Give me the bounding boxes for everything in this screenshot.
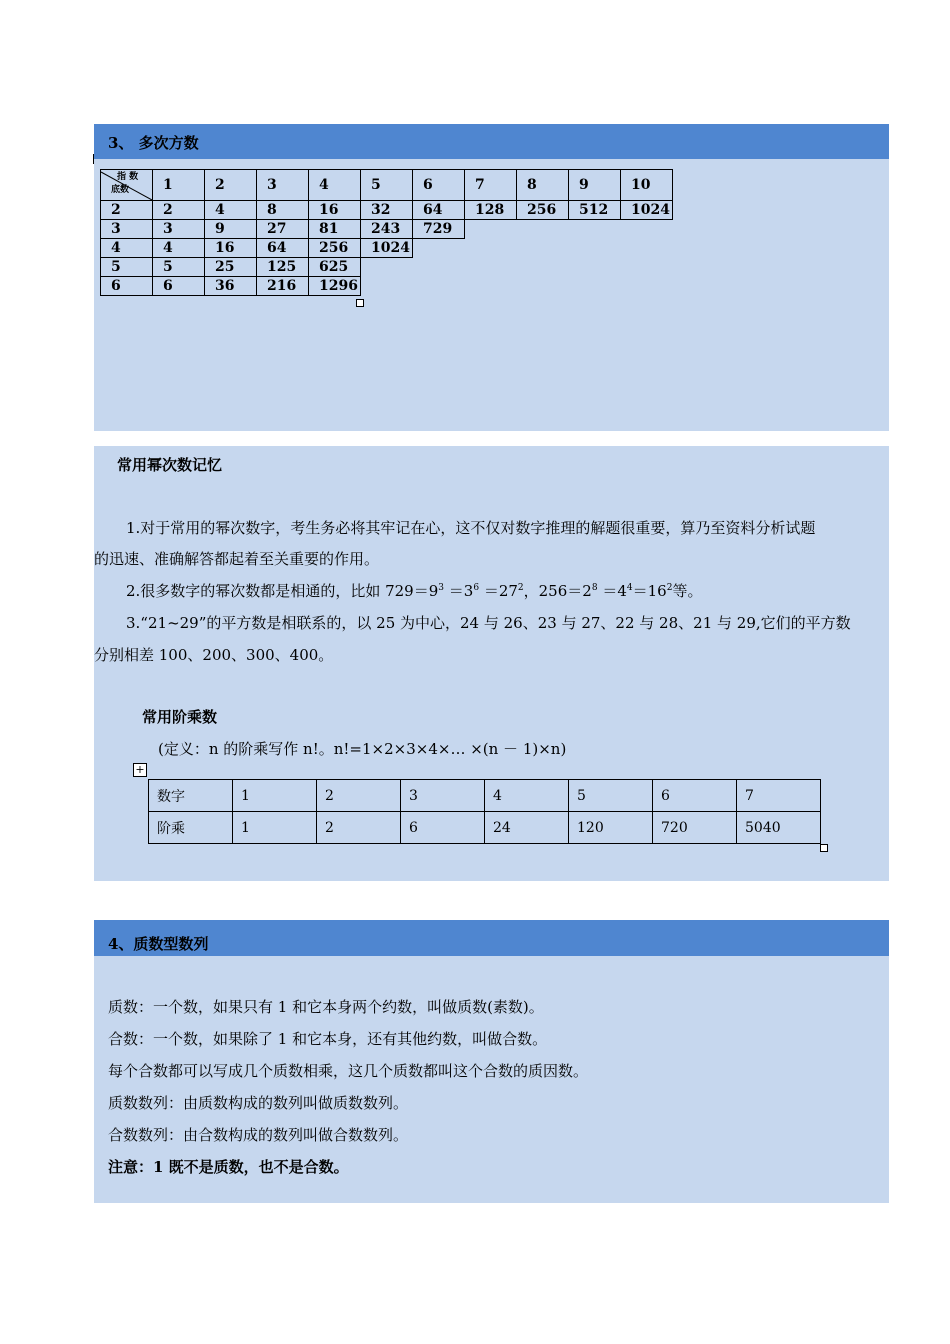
table-move-handle-top[interactable] xyxy=(93,154,98,164)
prime-definition-line: 质数：一个数，如果只有 1 和它本身两个约数，叫做质数(素数)。 xyxy=(108,998,544,1016)
power-cell: 256 xyxy=(309,239,361,258)
number-cell: 4 xyxy=(485,780,569,812)
memory-paragraph-1-line-1: 1.对于常用的幂次数字，考生务必将其牢记在心，这不仅对数字推理的解题很重要，算乃至资料分析试题 xyxy=(126,519,816,537)
memory-paragraph-3-line-1: 3.“21~29”的平方数是相联系的，以 25 为中心，24 与 26、23 与 27、22 与 28、21 与 29,它们的平方数 xyxy=(126,614,851,632)
power-cell: 2 xyxy=(153,201,205,220)
header-corner-exponent: 指 数 xyxy=(117,172,139,182)
factorial-definition: (定义：n 的阶乘写作 n!。n!=1×2×3×4×… ×(n － 1)×n) xyxy=(158,740,567,758)
table-resize-handle[interactable] xyxy=(820,844,828,852)
power-table-header-row xyxy=(101,170,673,201)
power-cell: 32 xyxy=(361,201,413,220)
factorial-cell: 24 xyxy=(485,812,569,844)
memory-paragraph-3-line-2: 分别相差 100、200、300、400。 xyxy=(94,646,334,664)
p2-exp: 3 xyxy=(438,583,444,593)
base-cell: 4 xyxy=(101,239,153,258)
section4-title: 4、质数型数列 xyxy=(108,935,209,953)
power-cell: 64 xyxy=(257,239,309,258)
p2-exp: 4 xyxy=(626,583,633,593)
power-cell: 729 xyxy=(413,220,465,239)
factorial-row-value xyxy=(149,812,821,844)
factorial-cell: 720 xyxy=(653,812,737,844)
section4-header-bar xyxy=(94,920,889,956)
power-cell: 4 xyxy=(205,201,257,220)
base-cell: 3 xyxy=(101,220,153,239)
prime-factor-line: 每个合数都可以写成几个质数相乘，这几个质数都叫这个合数的质因数。 xyxy=(108,1062,589,1080)
p2-text: 2.很多数字的幂次数都是相通的，比如 729＝9 xyxy=(126,582,439,600)
factorial-row-number xyxy=(149,780,821,812)
number-cell: 7 xyxy=(737,780,821,812)
factorial-cell: 1 xyxy=(233,812,317,844)
power-cell: 512 xyxy=(569,201,621,220)
number-cell: 2 xyxy=(317,780,401,812)
p2-exp: 6 xyxy=(473,583,480,593)
power-table-row xyxy=(101,277,673,296)
header-corner-cell xyxy=(101,170,153,201)
exponent-cell: 8 xyxy=(517,170,569,201)
exponent-cell: 6 xyxy=(413,170,465,201)
power-table-row xyxy=(101,258,673,277)
factorial-title: 常用阶乘数 xyxy=(142,708,218,726)
p2-text: 等。 xyxy=(672,582,703,600)
factorial-cell: 2 xyxy=(317,812,401,844)
section3-title: 3、 多次方数 xyxy=(108,134,199,152)
exponent-cell: 5 xyxy=(361,170,413,201)
number-cell: 5 xyxy=(569,780,653,812)
exponent-cell: 9 xyxy=(569,170,621,201)
power-cell: 125 xyxy=(257,258,309,277)
power-cell: 81 xyxy=(309,220,361,239)
table-resize-handle[interactable] xyxy=(356,299,364,307)
composite-sequence-line: 合数数列：由合数构成的数列叫做合数数列。 xyxy=(108,1126,409,1144)
p2-exp: 2 xyxy=(666,583,673,593)
p2-text: ＝27 xyxy=(479,582,518,600)
power-cell: 5 xyxy=(153,258,205,277)
section3-header-bar xyxy=(94,124,889,159)
composite-definition-line: 合数：一个数，如果除了 1 和它本身，还有其他约数，叫做合数。 xyxy=(108,1030,548,1048)
row-label-cell: 阶乘 xyxy=(149,812,233,844)
power-cell: 243 xyxy=(361,220,413,239)
power-cell: 8 xyxy=(257,201,309,220)
prime-sequence-line: 质数数列：由质数构成的数列叫做质数数列。 xyxy=(108,1094,409,1112)
memory-paragraph-2 xyxy=(126,581,702,601)
factorial-table xyxy=(148,779,821,844)
exponent-cell: 1 xyxy=(153,170,205,201)
power-cell: 3 xyxy=(153,220,205,239)
factorial-cell: 120 xyxy=(569,812,653,844)
power-table-row xyxy=(101,220,673,239)
number-cell: 1 xyxy=(233,780,317,812)
power-cell: 27 xyxy=(257,220,309,239)
power-cell: 1024 xyxy=(361,239,413,258)
memory-title: 常用幂次数记忆 xyxy=(117,456,223,474)
exponent-cell: 3 xyxy=(257,170,309,201)
power-table-row xyxy=(101,239,673,258)
power-cell: 128 xyxy=(465,201,517,220)
power-cell: 6 xyxy=(153,277,205,296)
power-cell: 9 xyxy=(205,220,257,239)
exponent-cell: 7 xyxy=(465,170,517,201)
exponent-cell: 10 xyxy=(621,170,673,201)
base-cell: 5 xyxy=(101,258,153,277)
power-cell: 256 xyxy=(517,201,569,220)
row-label-cell: 数字 xyxy=(149,780,233,812)
exponent-cell: 2 xyxy=(205,170,257,201)
header-corner-base: 底数 xyxy=(111,185,130,195)
number-cell: 6 xyxy=(653,780,737,812)
factorial-cell: 5040 xyxy=(737,812,821,844)
p2-text: ＝3 xyxy=(444,582,474,600)
p2-text: ，256＝2 xyxy=(523,582,592,600)
power-cell: 1296 xyxy=(309,277,361,296)
factorial-cell: 6 xyxy=(401,812,485,844)
p2-text: ＝4 xyxy=(597,582,627,600)
p2-text: ＝16 xyxy=(632,582,667,600)
exponent-cell: 4 xyxy=(309,170,361,201)
memory-paragraph-1-line-2: 的迅速、准确解答都起着至关重要的作用。 xyxy=(94,550,380,568)
power-cell: 64 xyxy=(413,201,465,220)
power-cell: 16 xyxy=(309,201,361,220)
note-line: 注意：1 既不是质数，也不是合数。 xyxy=(108,1158,349,1176)
base-cell: 2 xyxy=(101,201,153,220)
power-cell: 36 xyxy=(205,277,257,296)
p2-exp: 8 xyxy=(591,583,598,593)
power-table xyxy=(100,169,673,296)
base-cell: 6 xyxy=(101,277,153,296)
table-move-handle-icon[interactable]: + xyxy=(133,763,147,777)
p2-exp: 2 xyxy=(517,583,524,593)
power-cell: 625 xyxy=(309,258,361,277)
number-cell: 3 xyxy=(401,780,485,812)
power-cell: 216 xyxy=(257,277,309,296)
power-cell: 4 xyxy=(153,239,205,258)
power-cell: 1024 xyxy=(621,201,673,220)
power-cell: 16 xyxy=(205,239,257,258)
power-table-row xyxy=(101,201,673,220)
power-cell: 25 xyxy=(205,258,257,277)
